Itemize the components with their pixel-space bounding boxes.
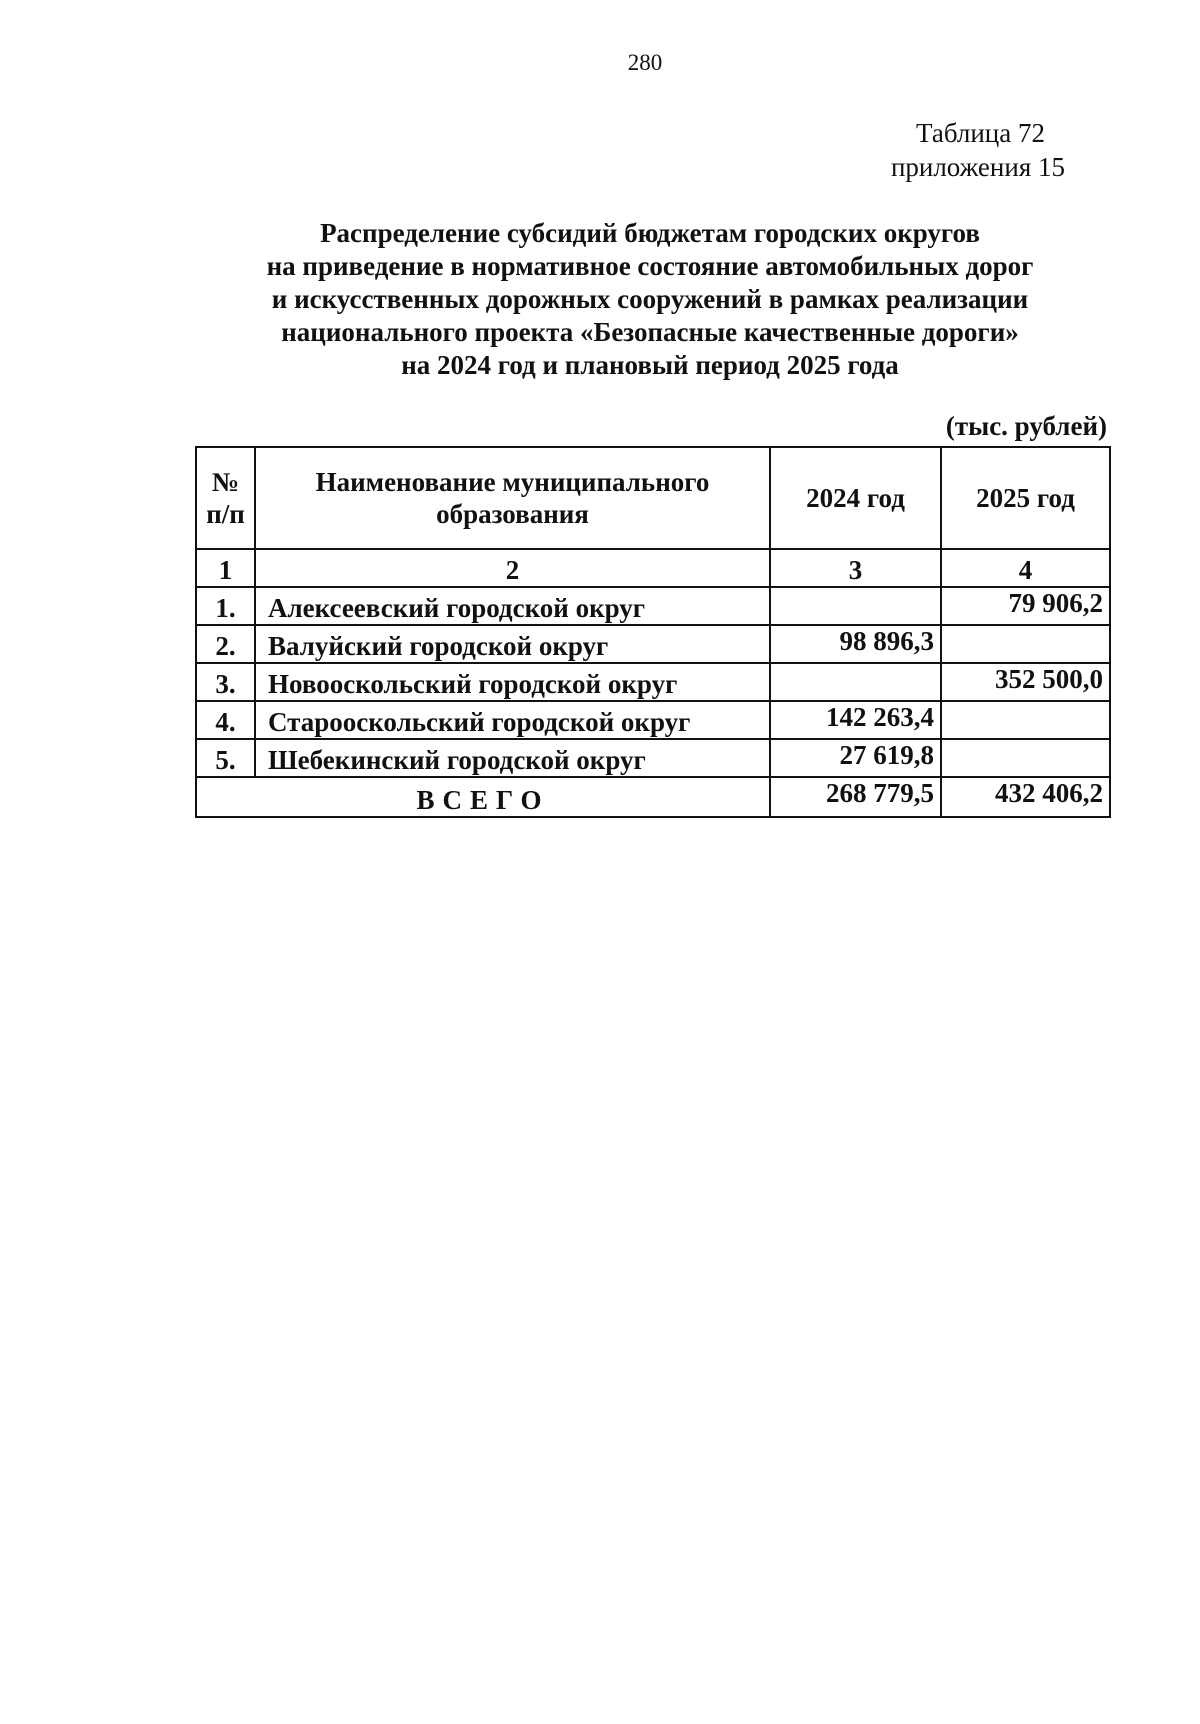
subsidy-table xyxy=(195,446,1111,818)
value-2024 xyxy=(770,587,941,625)
total-2024: 268 779,5 xyxy=(770,777,941,817)
page-number: 280 xyxy=(627,50,663,75)
value-2025 xyxy=(941,625,1110,663)
table-row xyxy=(196,625,1110,663)
table-reference xyxy=(890,116,1065,184)
value-2025 xyxy=(941,701,1110,739)
document-title-line: на приведение в нормативное состояние автомобильных дорог xyxy=(266,251,1034,281)
column-number: 4 xyxy=(941,549,1110,587)
value-2024: 27 619,8 xyxy=(770,739,941,777)
total-2025: 432 406,2 xyxy=(941,777,1110,817)
table-row xyxy=(196,739,1110,777)
header-number xyxy=(196,447,255,549)
header-municipality xyxy=(255,447,770,549)
value-2024: 98 896,3 xyxy=(770,625,941,663)
total-row xyxy=(196,777,1110,817)
units-label: (тыс. рублей) xyxy=(945,411,1107,441)
header-2025: 2025 год xyxy=(941,447,1110,549)
header-number-line1: № xyxy=(211,467,240,497)
row-number: 3. xyxy=(196,663,255,701)
table-reference-appendix: приложения 15 xyxy=(890,152,1065,182)
column-number: 2 xyxy=(255,549,770,587)
header-number-line2: п/п xyxy=(206,499,245,529)
row-number: 5. xyxy=(196,739,255,777)
header-municipality-line1: Наименование муниципального xyxy=(315,467,710,497)
header-2024: 2024 год xyxy=(770,447,941,549)
value-2025 xyxy=(941,739,1110,777)
row-number: 1. xyxy=(196,587,255,625)
table-row xyxy=(196,701,1110,739)
municipality-name: Шебекинский городской округ xyxy=(255,739,770,777)
municipality-name: Новооскольский городской округ xyxy=(255,663,770,701)
row-number: 4. xyxy=(196,701,255,739)
table-row xyxy=(196,587,1110,625)
table-header-row xyxy=(196,447,1110,549)
header-municipality-line2: образования xyxy=(436,499,589,529)
document-title-line: национального проекта «Безопасные качественные дороги» xyxy=(281,317,1019,347)
document-title-line: на 2024 год и плановый период 2025 года xyxy=(401,350,899,380)
document-title xyxy=(220,217,1080,382)
total-label: ВСЕГО xyxy=(196,777,770,817)
value-2025: 79 906,2 xyxy=(941,587,1110,625)
column-number: 3 xyxy=(770,549,941,587)
column-numbers-row xyxy=(196,549,1110,587)
municipality-name: Алексеевский городской округ xyxy=(255,587,770,625)
column-number: 1 xyxy=(196,549,255,587)
value-2024: 142 263,4 xyxy=(770,701,941,739)
value-2024 xyxy=(770,663,941,701)
document-title-line: и искусственных дорожных сооружений в рамках реализации xyxy=(271,284,1029,314)
document-title-line: Распределение субсидий бюджетам городских округов xyxy=(320,218,980,248)
table-reference-number: Таблица 72 xyxy=(916,118,1045,148)
municipality-name: Валуйский городской округ xyxy=(255,625,770,663)
table-row xyxy=(196,663,1110,701)
value-2025: 352 500,0 xyxy=(941,663,1110,701)
municipality-name: Старооскольский городской округ xyxy=(255,701,770,739)
row-number: 2. xyxy=(196,625,255,663)
